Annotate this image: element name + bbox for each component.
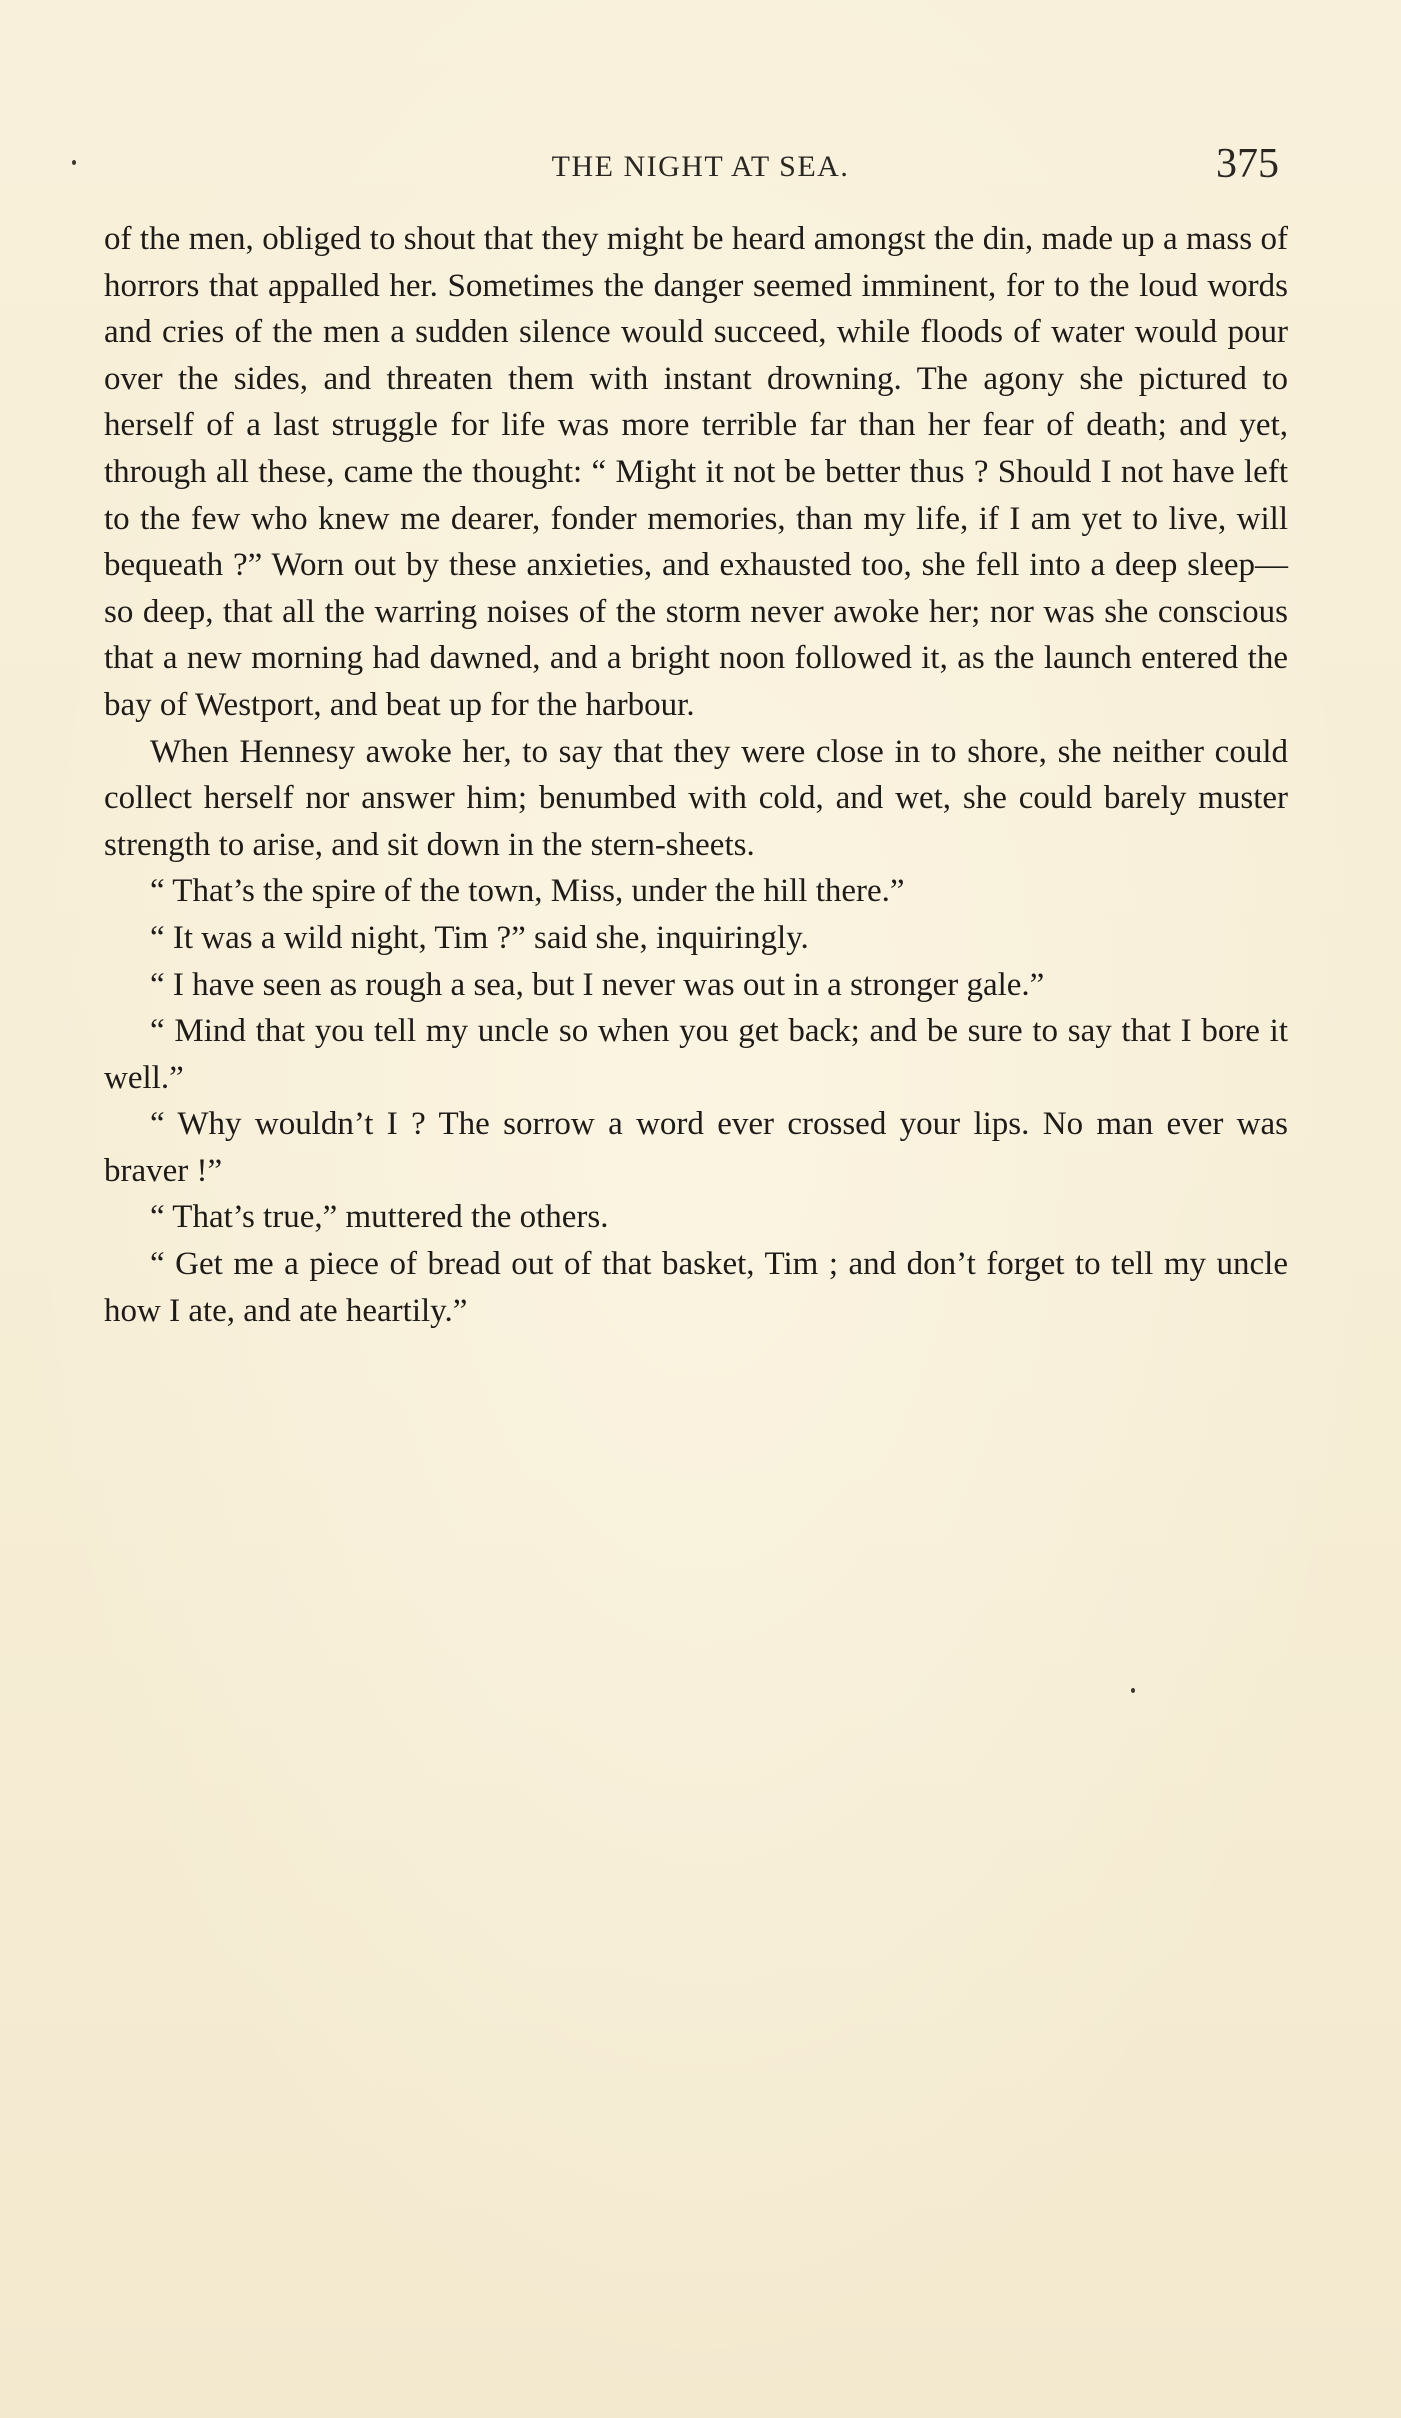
running-title: THE NIGHT AT SEA. — [551, 150, 850, 183]
paragraph: “ Get me a piece of bread out of that basket, Tim ; and don’t forget to tell my uncle how I ate, and ate heartily.” — [104, 1246, 1288, 1329]
paragraph: of the men, obliged to shout that they might be heard amongst the din, made up a mass of horrors that appalled her. Sometimes the danger seemed imminent, for to the loud words and cries of the men a sudden silence would succeed, while floods of water would pour over the sides, and threaten them with instant drowning. The agony she pictured to herself of a last struggle for life was more terrible far than her fear of death; and yet, through all these, came the thought: “ Might it not be better thus ? Should I not have left to the few who knew me dearer, fonder memories, than my life, if I am yet to live, will bequeath ?” Worn out by these anxieties, and exhausted too, she fell into a deep sleep—so deep, that all the warring noises of the storm never awoke her; nor was she conscious that a new morning had dawned, and a bright noon followed it, as the launch entered the bay of Westport, and beat up for the harbour. — [104, 221, 1288, 723]
page-header — [0, 140, 1401, 200]
page-speck — [1131, 1688, 1135, 1693]
paragraph: “ Why wouldn’t I ? The sorrow a word ever crossed your lips. No man ever was braver !” — [104, 1106, 1288, 1189]
page-number: 375 — [1216, 141, 1279, 187]
page-speck — [72, 160, 76, 165]
paragraph: “ I have seen as rough a sea, but I never was out in a stronger gale.” — [150, 966, 1045, 1003]
paragraph: When Hennesy awoke her, to say that they were close in to shore, she neither could collect herself nor answer him; benumbed with cold, and wet, she could barely muster strength to arise, and sit down in the stern-sheets. — [104, 733, 1288, 863]
paragraph: “ That’s true,” muttered the others. — [150, 1199, 609, 1236]
paragraph: “ That’s the spire of the town, Miss, under the hill there.” — [150, 873, 905, 910]
body-text — [104, 216, 1288, 1334]
paragraph: “ Mind that you tell my uncle so when you get back; and be sure to say that I bore it well.” — [104, 1013, 1288, 1096]
paragraph: “ It was a wild night, Tim ?” said she, inquiringly. — [150, 919, 809, 956]
